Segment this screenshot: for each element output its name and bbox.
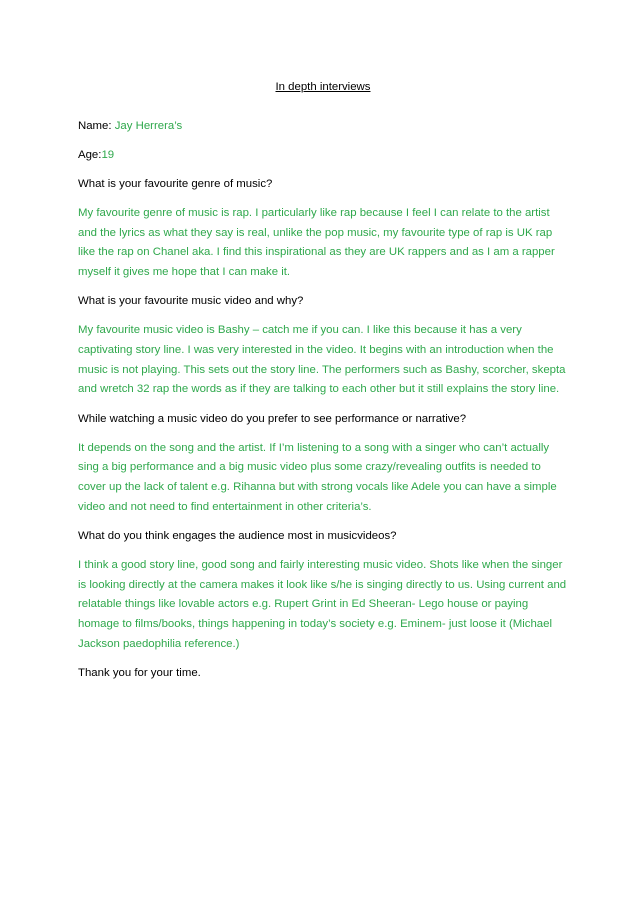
document-title: In depth interviews: [275, 81, 371, 93]
question-3: While watching a music video do you prefer to see performance or narrative?: [78, 412, 467, 425]
name-label: Name:: [78, 120, 112, 132]
name-line: [78, 117, 568, 136]
document-page: [78, 72, 568, 693]
question-2: What is your favourite music video and why?: [78, 295, 304, 308]
question-4: What do you think engages the audience most in musicvideos?: [78, 530, 397, 543]
answer-1: My favourite genre of music is rap. I particularly like rap because I feel I can relate to the artist and the lyrics as what they say is real, unlike the pop music, my favourite type of rap is UK rap like the rap on Chanel aka. I find this inspirational as they are UK rappers and as I am a rapper myself it gives me hope that I can make it.: [78, 207, 555, 278]
name-value: Jay Herrera’s: [111, 120, 183, 132]
answer-3: It depends on the song and the artist. If I’m listening to a song with a singer who can’t actually sing a big performance and a big music video plus some crazy/revealing outfits is needed to cover up the lack of talent e.g. Rihanna but with strong vocals like Adele you can have a simple video and not need to find entertainment in other criteria’s.: [78, 441, 557, 513]
question-1: What is your favourite genre of music?: [78, 178, 273, 190]
answer-4: I think a good story line, good song and fairly interesting music video. Shots like when the singer is looking directly at the camera makes it look like s/he is singing directly to us. Using current and relatable things like lovable actors e.g. Rupert Grint in Ed Sheeran- Lego house or paying homage to films/books, things happening in today’s society e.g. Eminem- just loose it (Michael Jackson paedophilia reference.): [78, 559, 567, 650]
age-line: [78, 146, 568, 165]
answer-2: My favourite music video is Bashy – catch me if you can. I like this because it has a very captivating story line. I was very interested in the video. It begins with an introduction when the music is not playing. This sets out the story line. The performers such as Bashy, scorcher, skepta and wretch 32 rap the words as if they are talking to each other but it still explains the story line.: [78, 324, 566, 396]
age-label: Age:: [78, 149, 102, 161]
closing-text: Thank you for your time.: [78, 667, 201, 680]
age-value: 19: [101, 149, 115, 161]
